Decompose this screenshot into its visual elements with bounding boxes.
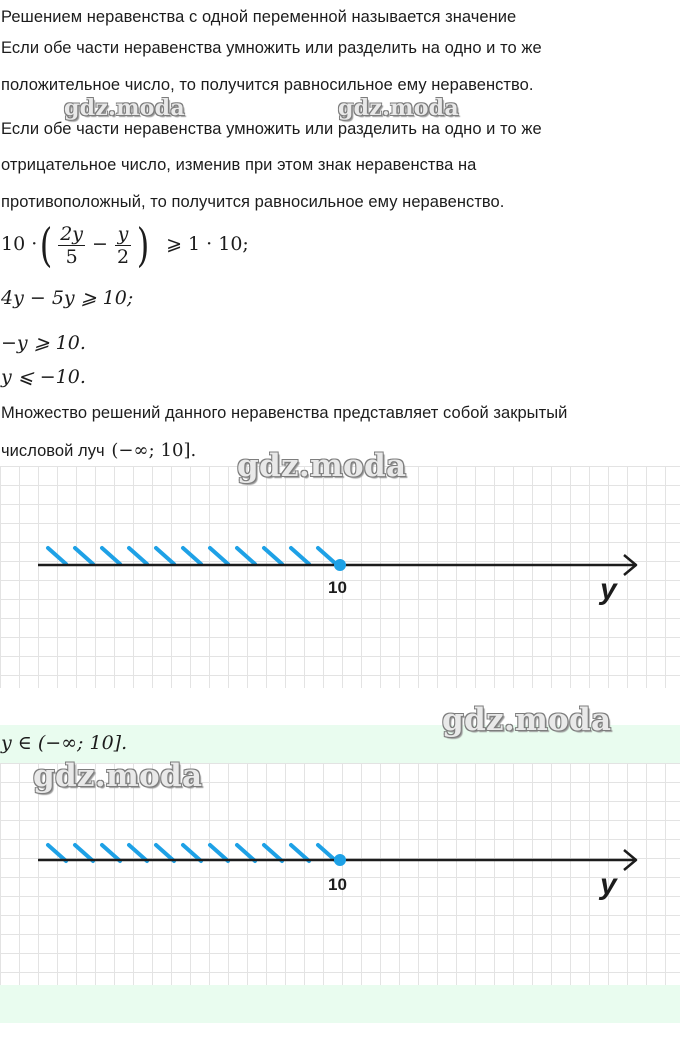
eq1-minus: −: [92, 233, 108, 255]
equation-2: 4y − 5y ⩾ 10;: [1, 287, 134, 309]
fraction-1-denominator: 5: [65, 245, 78, 268]
watermark: gdz.moda: [338, 95, 459, 121]
equation-3: −y ⩾ 10.: [1, 332, 86, 354]
text-line-3: положительное число, то получится равносильное ему неравенство.: [1, 76, 534, 94]
watermark: gdz.moda: [64, 95, 185, 121]
left-paren: (: [39, 218, 53, 272]
conclusion-line-1: Множество решений данного неравенства представляет собой закрытый: [1, 404, 568, 422]
equation-1: [1, 216, 249, 272]
number-line-2: [0, 763, 680, 985]
axis-label-2: y: [600, 868, 617, 901]
closed-point-1: [334, 559, 346, 571]
watermark: gdz.moda: [237, 448, 407, 484]
watermark: gdz.moda: [33, 758, 203, 794]
text-line-6: противоположный, то получится равносильное ему неравенство.: [1, 193, 505, 211]
conclusion-line-2: [1, 440, 196, 461]
number-line-1: [0, 466, 680, 688]
fraction-1-numerator: 2y: [60, 222, 84, 245]
eq1-rhs: ⩾ 1 · 10;: [166, 233, 249, 255]
bottom-band: [0, 985, 680, 1023]
answer-expression: y ∈ (−∞; 10].: [1, 732, 128, 754]
conclusion-ray-math: (−∞; 10].: [111, 440, 197, 461]
eq1-coefficient: 10 ·: [1, 233, 38, 255]
point-label-1: 10: [328, 578, 347, 597]
fraction-2-numerator: y: [115, 223, 131, 246]
point-label-2: 10: [328, 875, 347, 894]
text-line-4: Если обе части неравенства умножить или разделить на одно и то же: [1, 120, 542, 138]
fraction-2-denominator: 2: [116, 245, 130, 268]
fraction-2: [115, 223, 131, 268]
right-paren: ): [136, 218, 150, 272]
conclusion-ray-text: числовой луч: [1, 442, 105, 460]
text-line-2: Если обе части неравенства умножить или разделить на одно и то же: [1, 39, 542, 57]
text-line-5: отрицательное число, изменив при этом знак неравенства на: [1, 156, 477, 174]
fraction-1: [58, 223, 85, 268]
closed-point-2: [334, 854, 346, 866]
axis-label-1: y: [600, 573, 617, 606]
hatching-2: [48, 845, 336, 861]
text-line-1: Решением неравенства с одной переменной называется значение: [1, 8, 517, 26]
hatching-1: [48, 548, 336, 564]
watermark: gdz.moda: [442, 702, 612, 738]
equation-4: y ⩽ −10.: [1, 366, 86, 388]
